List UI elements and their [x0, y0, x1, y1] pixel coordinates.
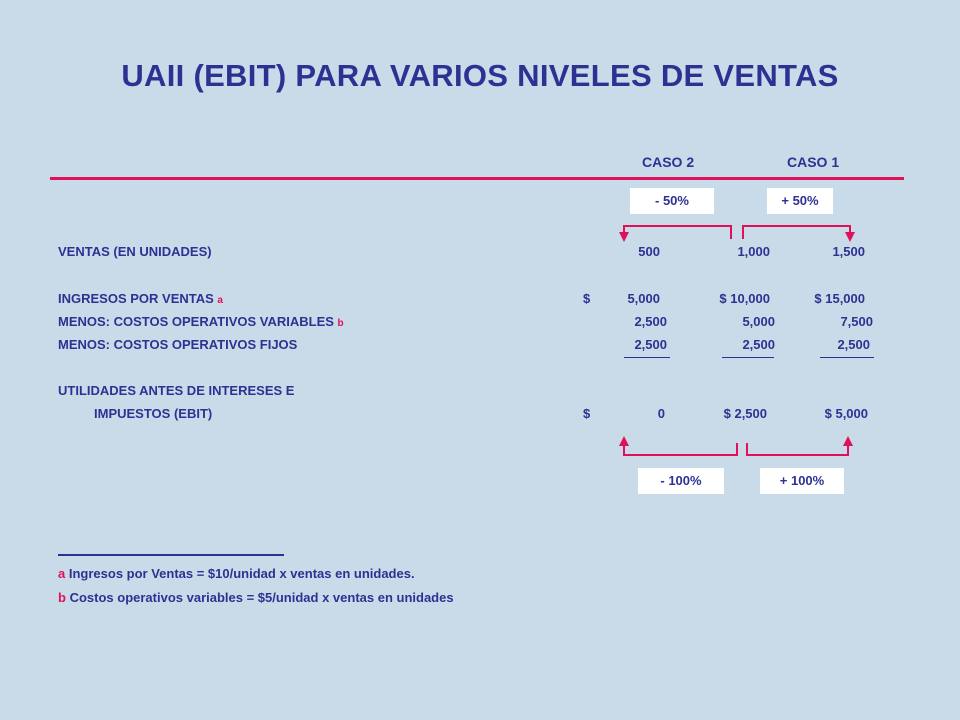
row-label-units: VENTAS (EN UNIDADES): [58, 244, 212, 259]
row-label-ebit-line-2: IMPUESTOS (EBIT): [94, 406, 213, 421]
change-box-plus-50: + 50%: [767, 188, 833, 214]
change-box-plus-100: + 100%: [760, 468, 844, 494]
fixed-costs-case-1: 2,500: [837, 337, 870, 352]
variable-costs-footnote-ref: b: [337, 318, 344, 329]
ebit-base: $ 2,500: [723, 406, 767, 421]
footnote-b-text: Costos operativos variables = $5/unidad x ventas en unidades: [69, 590, 454, 605]
footnote-a: [58, 566, 415, 581]
revenue-label-text: INGRESOS POR VENTAS: [58, 291, 214, 306]
fixed-costs-base: 2,500: [742, 337, 775, 352]
ebit-case-1: $ 5,000: [824, 406, 868, 421]
revenue-case-1: $ 15,000: [814, 291, 865, 306]
revenue-case-2: 5,000: [627, 291, 660, 306]
ebit-case-2-dollar: $: [583, 406, 591, 421]
top-left-bracket: [624, 226, 731, 239]
footnote-b: [58, 590, 454, 605]
top-right-bracket: [743, 226, 850, 239]
variable-costs-label-text: MENOS: COSTOS OPERATIVOS VARIABLES: [58, 314, 334, 329]
bottom-right-bracket: [747, 443, 848, 455]
bottom-left-bracket: [624, 443, 737, 455]
footnote-b-letter: b: [58, 590, 66, 605]
variable-costs-case-1: 7,500: [840, 314, 873, 329]
ebit-case-2: 0: [657, 406, 665, 421]
fixed-costs-case-2: 2,500: [634, 337, 667, 352]
units-case-1: 1,500: [832, 244, 865, 259]
top-left-arrowhead: [619, 232, 629, 242]
variable-costs-base: 5,000: [742, 314, 775, 329]
revenue-case-2-dollar: $: [583, 291, 591, 306]
header-case-1: CASO 1: [787, 154, 840, 170]
top-right-arrowhead: [845, 232, 855, 242]
bottom-left-arrowhead: [619, 436, 629, 446]
row-label-ebit-line-1: UTILIDADES ANTES DE INTERESES E: [58, 383, 295, 398]
change-box-minus-50: - 50%: [630, 188, 714, 214]
page-title: UAII (EBIT) PARA VARIOS NIVELES DE VENTAS: [121, 58, 839, 93]
footnote-rule: [58, 554, 284, 556]
footnote-a-text: Ingresos por Ventas = $10/unidad x ventas en unidades.: [68, 566, 415, 581]
revenue-footnote-ref: a: [217, 295, 223, 306]
footnote-a-letter: a: [58, 566, 66, 581]
revenue-base: $ 10,000: [719, 291, 770, 306]
bottom-right-arrowhead: [843, 436, 853, 446]
header-case-2: CASO 2: [642, 154, 695, 170]
change-box-minus-100: - 100%: [638, 468, 724, 494]
units-base: 1,000: [737, 244, 770, 259]
units-case-2: 500: [638, 244, 660, 259]
row-label-fixed-costs: MENOS: COSTOS OPERATIVOS FIJOS: [58, 337, 298, 352]
variable-costs-case-2: 2,500: [634, 314, 667, 329]
